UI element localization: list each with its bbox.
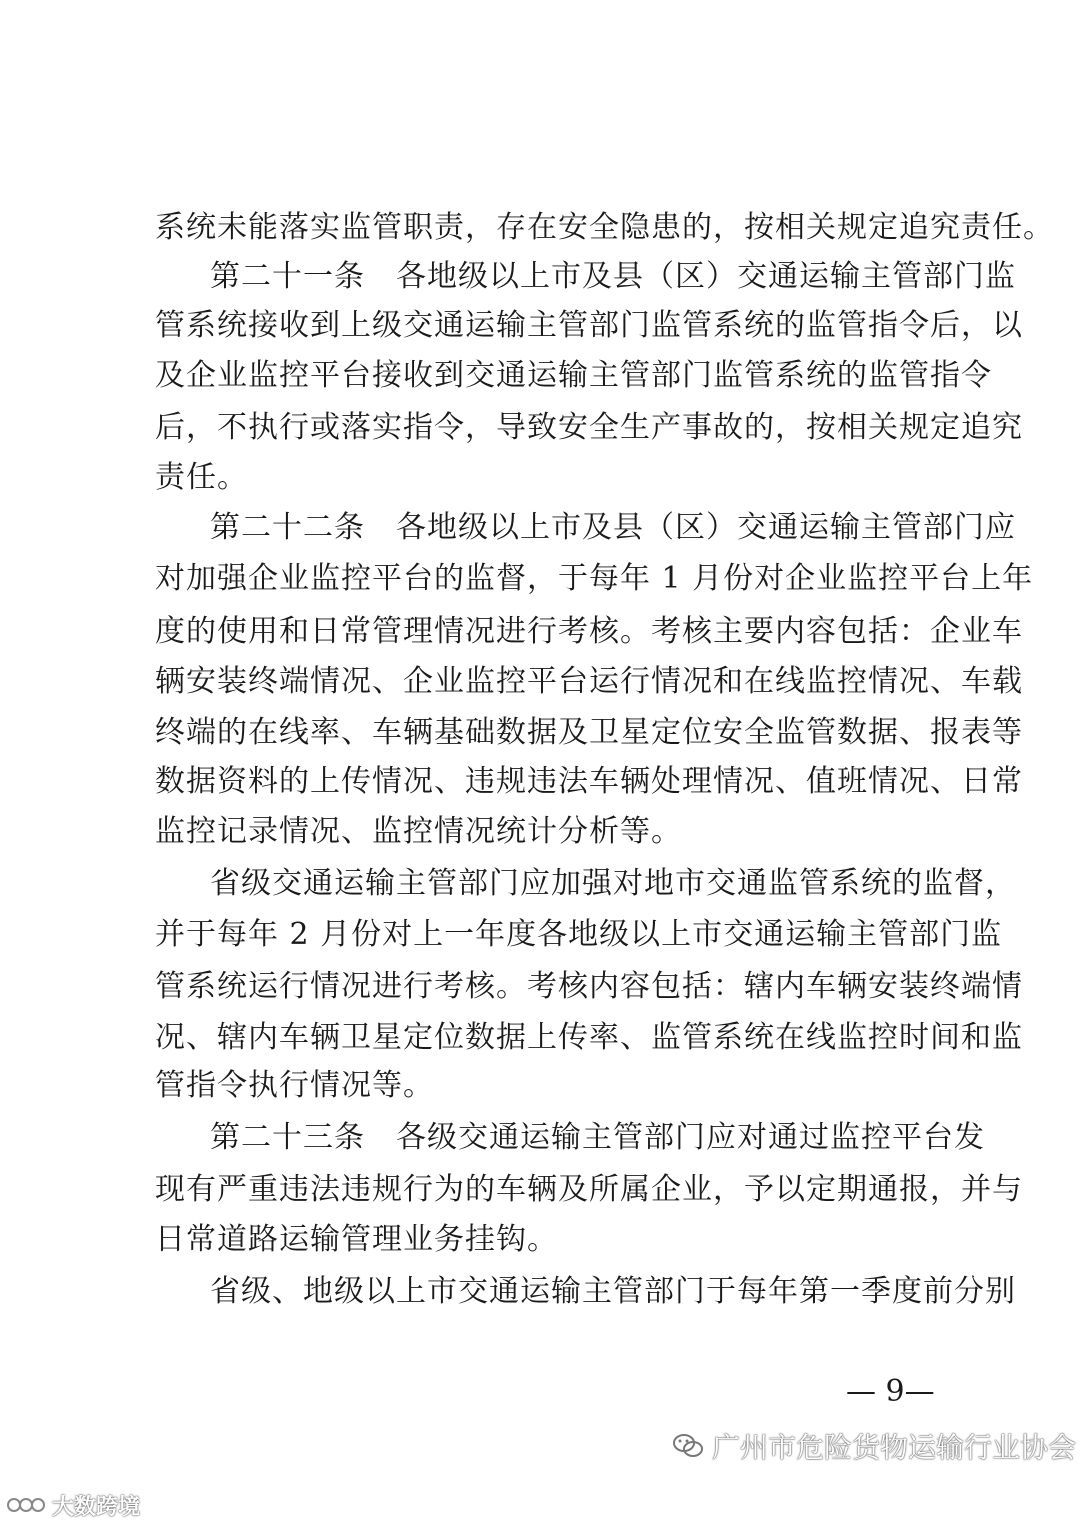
text-line: 第二十二条 各地级以上市及县（区）交通运输主管部门应 <box>210 510 1016 545</box>
text-line: 后，不执行或落实指令，导致安全生产事故的，按相关规定追究 <box>155 410 1023 445</box>
source-watermark <box>6 1489 140 1521</box>
text-line: 日常道路运输管理业务挂钩。 <box>155 1222 558 1257</box>
text-line: 终端的在线率、车辆基础数据及卫星定位安全监管数据、报表等 <box>155 715 1023 750</box>
dashukuajing-logo-icon <box>6 1494 46 1516</box>
text-line: 监控记录情况、监控情况统计分析等。 <box>155 814 682 849</box>
wechat-icon <box>672 1432 704 1460</box>
text-line: 系统未能落实监管职责，存在安全隐患的，按相关规定追究责任。 <box>155 210 1054 245</box>
text-line: 省级、地级以上市交通运输主管部门于每年第一季度前分别 <box>210 1274 1016 1309</box>
wechat-account-name: 广州市危险货物运输行业协会 <box>712 1431 1077 1464</box>
text-line: 省级交通运输主管部门应加强对地市交通监管系统的监督， <box>210 866 1016 901</box>
source-name: 大数跨境 <box>52 1494 141 1520</box>
text-line: 第二十一条 各地级以上市及县（区）交通运输主管部门监 <box>210 259 1016 294</box>
text-line: 对加强企业监控平台的监督，于每年 1 月份对企业监控平台上年 <box>155 561 1034 596</box>
text-line: 及企业监控平台接收到交通运输主管部门监管系统的监管指令 <box>155 358 992 393</box>
text-line: 管系统接收到上级交通运输主管部门监管系统的监管指令后，以 <box>155 308 1023 343</box>
wechat-watermark <box>672 1426 1076 1466</box>
text-line: 责任。 <box>155 460 248 495</box>
text-line: 况、辖内车辆卫星定位数据上传率、监管系统在线监控时间和监 <box>155 1020 1023 1055</box>
page-number: — 9— <box>846 1374 935 1409</box>
text-line: 现有严重违法违规行为的车辆及所属企业，予以定期通报，并与 <box>155 1172 1023 1207</box>
text-line: 管系统运行情况进行考核。考核内容包括：辖内车辆安装终端情 <box>155 969 1023 1004</box>
text-line: 管指令执行情况等。 <box>155 1068 434 1103</box>
text-line: 度的使用和日常管理情况进行考核。考核主要内容包括：企业车 <box>155 614 1023 649</box>
text-line: 辆安装终端情况、企业监控平台运行情况和在线监控情况、车载 <box>155 664 1023 699</box>
text-line: 数据资料的上传情况、违规违法车辆处理情况、值班情况、日常 <box>155 764 1023 799</box>
text-line: 第二十三条 各级交通运输主管部门应对通过监控平台发 <box>210 1120 985 1155</box>
text-line: 并于每年 2 月份对上一年度各地级以上市交通运输主管部门监 <box>155 917 1003 952</box>
